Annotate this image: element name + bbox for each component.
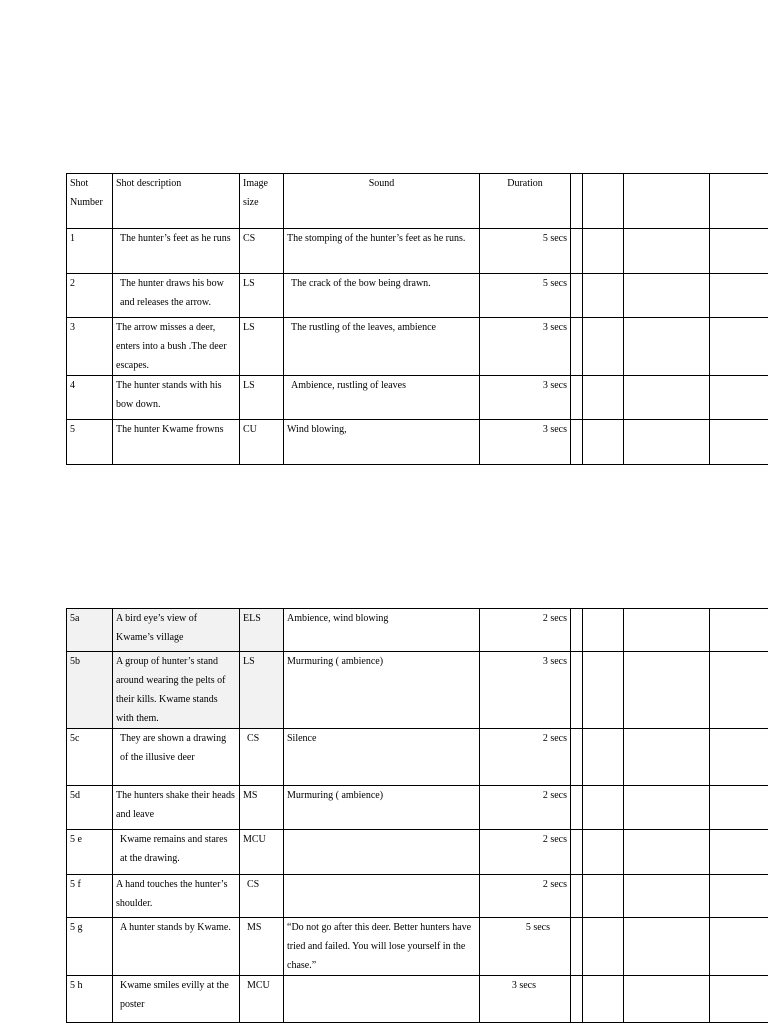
- empty-cell: [571, 609, 583, 652]
- table-row: [67, 875, 768, 918]
- header-duration: Duration: [480, 174, 571, 229]
- table-row: [67, 976, 768, 1023]
- empty-cell: [710, 652, 768, 729]
- shot-number-cell: 5: [67, 420, 113, 465]
- duration-cell: 2 secs: [480, 875, 571, 918]
- image-size-cell: ELS: [240, 609, 284, 652]
- empty-cell: [571, 729, 583, 786]
- empty-cell: [710, 609, 768, 652]
- empty-cell: [583, 318, 624, 376]
- empty-cell: [710, 786, 768, 830]
- shot-number-cell: 2: [67, 274, 113, 318]
- image-size-cell: CS: [240, 729, 284, 786]
- empty-cell: [710, 274, 768, 318]
- table-row: [67, 376, 768, 420]
- empty-cell: [583, 830, 624, 875]
- empty-cell: [571, 875, 583, 918]
- shot-description-cell: The hunter Kwame frowns: [113, 420, 240, 465]
- duration-cell: 5 secs: [480, 918, 571, 976]
- shot-number-cell: 5c: [67, 729, 113, 786]
- empty-cell: [571, 274, 583, 318]
- storyboard-table-2: [66, 608, 768, 1023]
- shot-number-cell: 1: [67, 229, 113, 274]
- shot-description-cell: Kwame remains and stares at the drawing.: [113, 830, 240, 875]
- empty-cell: [710, 229, 768, 274]
- empty-cell: [624, 229, 710, 274]
- shot-description-cell: The hunter stands with his bow down.: [113, 376, 240, 420]
- empty-cell: [624, 318, 710, 376]
- empty-cell: [583, 609, 624, 652]
- empty-cell: [624, 652, 710, 729]
- shot-description-cell: The hunter draws his bow and releases the arrow.: [113, 274, 240, 318]
- empty-cell: [624, 174, 710, 229]
- image-size-cell: MCU: [240, 976, 284, 1023]
- empty-cell: [624, 609, 710, 652]
- empty-cell: [710, 729, 768, 786]
- sound-cell: Murmuring ( ambience): [284, 652, 480, 729]
- sound-cell: Ambience, rustling of leaves: [284, 376, 480, 420]
- shot-description-cell: The hunters shake their heads and leave: [113, 786, 240, 830]
- empty-cell: [624, 918, 710, 976]
- sound-cell: [284, 976, 480, 1023]
- image-size-cell: MS: [240, 786, 284, 830]
- table-row: [67, 918, 768, 976]
- sound-cell: Murmuring ( ambience): [284, 786, 480, 830]
- duration-cell: 3 secs: [480, 420, 571, 465]
- empty-cell: [583, 976, 624, 1023]
- image-size-cell: LS: [240, 274, 284, 318]
- empty-cell: [571, 786, 583, 830]
- sound-cell: [284, 830, 480, 875]
- empty-cell: [571, 652, 583, 729]
- empty-cell: [571, 420, 583, 465]
- empty-cell: [624, 729, 710, 786]
- duration-cell: 3 secs: [480, 376, 571, 420]
- sound-cell: The rustling of the leaves, ambience: [284, 318, 480, 376]
- image-size-cell: LS: [240, 318, 284, 376]
- empty-cell: [583, 875, 624, 918]
- empty-cell: [571, 918, 583, 976]
- empty-cell: [624, 875, 710, 918]
- empty-cell: [583, 786, 624, 830]
- table-row: [67, 274, 768, 318]
- storyboard-table-1: [66, 173, 768, 465]
- empty-cell: [710, 420, 768, 465]
- header-shot-description: Shot description: [113, 174, 240, 229]
- shot-number-cell: 5 f: [67, 875, 113, 918]
- duration-cell: 2 secs: [480, 786, 571, 830]
- header-sound: Sound: [284, 174, 480, 229]
- empty-cell: [583, 729, 624, 786]
- table-row: [67, 609, 768, 652]
- shot-number-cell: 4: [67, 376, 113, 420]
- empty-cell: [583, 420, 624, 465]
- empty-cell: [583, 229, 624, 274]
- shot-description-cell: A bird eye’s view of Kwame’s village: [113, 609, 240, 652]
- empty-cell: [571, 376, 583, 420]
- image-size-cell: LS: [240, 376, 284, 420]
- empty-cell: [571, 830, 583, 875]
- empty-cell: [710, 376, 768, 420]
- duration-cell: 5 secs: [480, 229, 571, 274]
- empty-cell: [571, 976, 583, 1023]
- image-size-cell: LS: [240, 652, 284, 729]
- shot-description-cell: The arrow misses a deer, enters into a bush .The deer escapes.: [113, 318, 240, 376]
- empty-cell: [624, 274, 710, 318]
- empty-cell: [710, 976, 768, 1023]
- duration-cell: 3 secs: [480, 652, 571, 729]
- empty-cell: [624, 376, 710, 420]
- sound-cell: Ambience, wind blowing: [284, 609, 480, 652]
- empty-cell: [710, 918, 768, 976]
- duration-cell: 5 secs: [480, 274, 571, 318]
- shot-description-cell: They are shown a drawing of the illusive deer: [113, 729, 240, 786]
- sound-cell: The stomping of the hunter’s feet as he runs.: [284, 229, 480, 274]
- duration-cell: 2 secs: [480, 609, 571, 652]
- empty-cell: [624, 420, 710, 465]
- table-row: [67, 729, 768, 786]
- empty-cell: [571, 229, 583, 274]
- empty-cell: [583, 174, 624, 229]
- shot-number-cell: 5b: [67, 652, 113, 729]
- duration-cell: 2 secs: [480, 830, 571, 875]
- empty-cell: [710, 318, 768, 376]
- sound-cell: Silence: [284, 729, 480, 786]
- duration-cell: 3 secs: [480, 976, 571, 1023]
- sound-cell: Wind blowing,: [284, 420, 480, 465]
- duration-cell: 3 secs: [480, 318, 571, 376]
- sound-cell: The crack of the bow being drawn.: [284, 274, 480, 318]
- empty-cell: [583, 376, 624, 420]
- sound-cell: “Do not go after this deer. Better hunters have tried and failed. You will lose yourself in the chase.”: [284, 918, 480, 976]
- empty-cell: [571, 174, 583, 229]
- empty-cell: [710, 174, 768, 229]
- image-size-cell: CS: [240, 229, 284, 274]
- shot-number-cell: 3: [67, 318, 113, 376]
- shot-number-cell: 5 g: [67, 918, 113, 976]
- table-row: [67, 420, 768, 465]
- shot-number-cell: 5a: [67, 609, 113, 652]
- shot-description-cell: Kwame smiles evilly at the poster: [113, 976, 240, 1023]
- empty-cell: [583, 274, 624, 318]
- shot-description-cell: A hand touches the hunter’s shoulder.: [113, 875, 240, 918]
- empty-cell: [583, 918, 624, 976]
- table-row: [67, 786, 768, 830]
- table-row: [67, 652, 768, 729]
- empty-cell: [710, 875, 768, 918]
- image-size-cell: MS: [240, 918, 284, 976]
- empty-cell: [624, 786, 710, 830]
- shot-description-cell: A group of hunter’s stand around wearing the pelts of their kills. Kwame stands with them.: [113, 652, 240, 729]
- shot-description-cell: The hunter’s feet as he runs: [113, 229, 240, 274]
- image-size-cell: CU: [240, 420, 284, 465]
- empty-cell: [624, 830, 710, 875]
- header-shot-number: Shot Number: [67, 174, 113, 229]
- image-size-cell: CS: [240, 875, 284, 918]
- table-header-row: [67, 174, 768, 229]
- empty-cell: [710, 830, 768, 875]
- table-row: [67, 229, 768, 274]
- shot-number-cell: 5 e: [67, 830, 113, 875]
- shot-description-cell: A hunter stands by Kwame.: [113, 918, 240, 976]
- empty-cell: [624, 976, 710, 1023]
- image-size-cell: MCU: [240, 830, 284, 875]
- header-image-size: Image size: [240, 174, 284, 229]
- table-row: [67, 318, 768, 376]
- table-row: [67, 830, 768, 875]
- shot-number-cell: 5d: [67, 786, 113, 830]
- duration-cell: 2 secs: [480, 729, 571, 786]
- empty-cell: [571, 318, 583, 376]
- empty-cell: [583, 652, 624, 729]
- sound-cell: [284, 875, 480, 918]
- shot-number-cell: 5 h: [67, 976, 113, 1023]
